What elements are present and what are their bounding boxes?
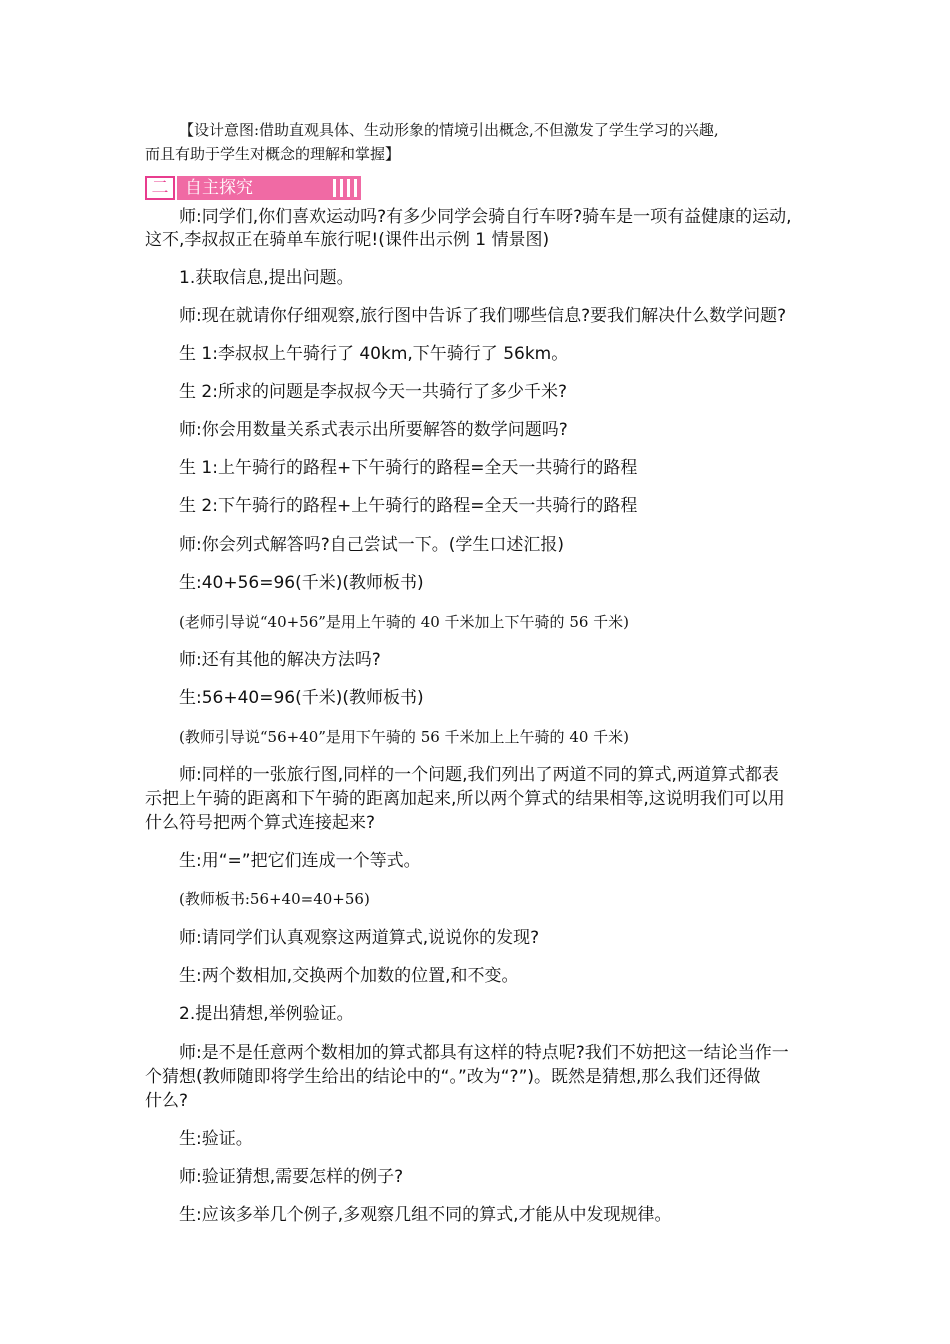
paragraph-line: 生 1:李叔叔上午骑行了 40km,下午骑行了 56km。	[179, 344, 569, 364]
design-intent-line-1: 【设计意图:借助直观具体、生动形象的情境引出概念,不但激发了学生学习的兴趣,	[179, 121, 719, 139]
paragraph-line: 师:是不是任意两个数相加的算式都具有这样的特点呢?我们不妨把这一结论当作一	[179, 1043, 789, 1063]
paragraph-line: 师:你会用数量关系式表示出所要解答的数学问题吗?	[179, 420, 568, 440]
subheading: 1.获取信息,提出问题。	[179, 268, 354, 288]
section-title: 自主探究	[185, 178, 253, 198]
paragraph-line: 生:56+40=96(千米)(教师板书)	[179, 688, 424, 708]
paragraph-line: 生:应该多举几个例子,多观察几组不同的算式,才能从中发现规律。	[179, 1205, 672, 1225]
paragraph-line: (教师板书:56+40=40+56)	[179, 890, 370, 908]
paragraph-line: 生 1:上午骑行的路程+下午骑行的路程=全天一共骑行的路程	[179, 458, 638, 478]
paragraph-line: 生:40+56=96(千米)(教师板书)	[179, 573, 424, 593]
paragraph-line: 师:还有其他的解决方法吗?	[179, 650, 381, 670]
paragraph-line: 生:两个数相加,交换两个加数的位置,和不变。	[179, 966, 519, 986]
subheading: 2.提出猜想,举例验证。	[179, 1004, 354, 1024]
paragraph-line: 生 2:下午骑行的路程+上午骑行的路程=全天一共骑行的路程	[179, 496, 638, 516]
paragraph-line: 师:验证猜想,需要怎样的例子?	[179, 1167, 404, 1187]
paragraph-line: 师:请同学们认真观察这两道算式,说说你的发现?	[179, 928, 540, 948]
paragraph-line: (老师引导说“40+56”是用上午骑的 40 千米加上下午骑的 56 千米)	[179, 613, 630, 631]
paragraph-line: 师:你会列式解答吗?自己尝试一下。(学生口述汇报)	[179, 535, 565, 555]
paragraph-line: 师:同学们,你们喜欢运动吗?有多少同学会骑自行车呀?骑车是一项有益健康的运动,	[179, 207, 792, 227]
design-intent-line-2: 而且有助于学生对概念的理解和掌握】	[145, 145, 401, 163]
paragraph-line: 示把上午骑的距离和下午骑的距离加起来,所以两个算式的结果相等,这说明我们可以用	[145, 789, 785, 809]
paragraph-line: 什么?	[145, 1091, 189, 1111]
paragraph-line: 师:现在就请你仔细观察,旅行图中告诉了我们哪些信息?要我们解决什么数学问题?	[179, 306, 787, 326]
section-title-bar	[177, 176, 361, 200]
paragraph-line: 生:验证。	[179, 1129, 253, 1149]
paragraph-line: 个猜想(教师随即将学生给出的结论中的“。”改为“?”)。既然是猜想,那么我们还得做	[145, 1067, 761, 1087]
paragraph-line: 这不,李叔叔正在骑单车旅行呢!(课件出示例 1 情景图)	[145, 230, 550, 250]
banner-stripes-decoration	[333, 179, 357, 197]
paragraph-line: 生 2:所求的问题是李叔叔今天一共骑行了多少千米?	[179, 382, 567, 402]
section-number: 二	[145, 176, 175, 200]
paragraph-line: 什么符号把两个算式连接起来?	[145, 813, 376, 833]
paragraph-line: 生:用“=”把它们连成一个等式。	[179, 851, 421, 871]
section-banner	[145, 176, 361, 200]
paragraph-line: (教师引导说“56+40”是用下午骑的 56 千米加上上午骑的 40 千米)	[179, 728, 630, 746]
paragraph-line: 师:同样的一张旅行图,同样的一个问题,我们列出了两道不同的算式,两道算式都表	[179, 765, 779, 785]
